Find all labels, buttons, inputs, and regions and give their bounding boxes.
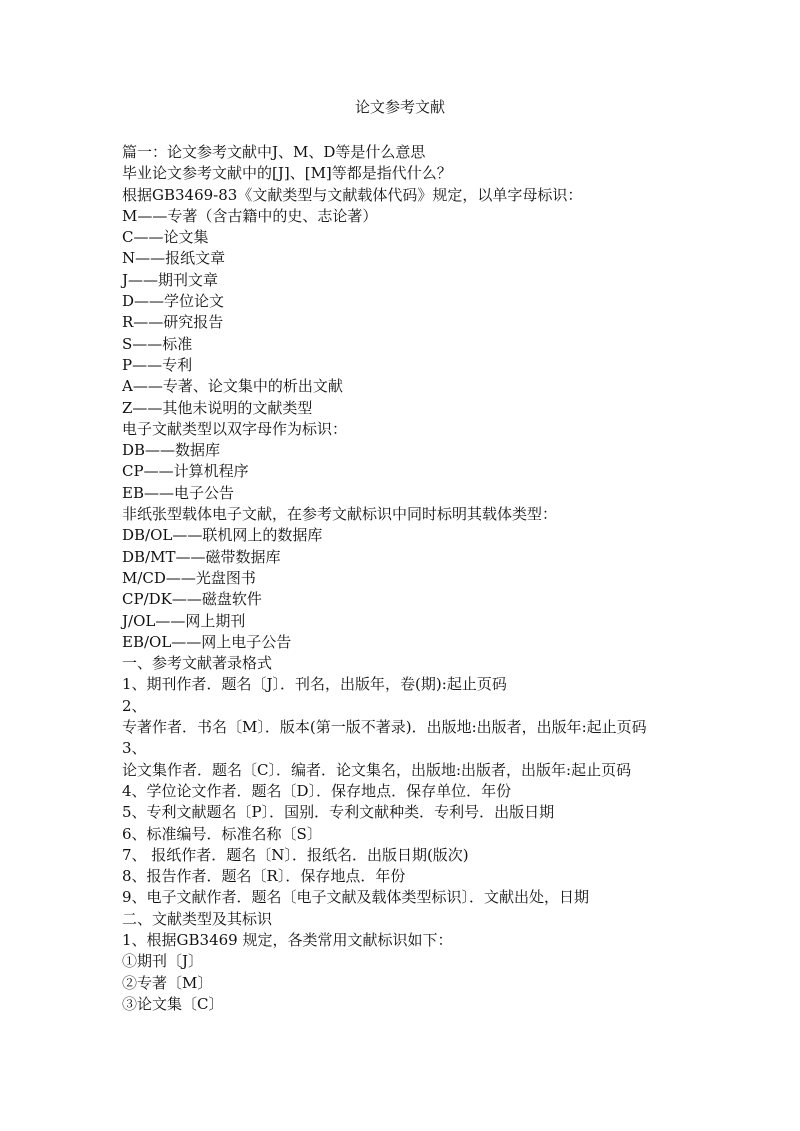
text-line: 2、 [122, 696, 147, 715]
text-line: J/OL——网上期刊 [122, 611, 246, 630]
text-line: EB/OL——网上电子公告 [122, 632, 292, 651]
text-line: S——标准 [122, 334, 193, 353]
text-line: 论文集作者．题名〔C〕．编者．论文集名，出版地:出版者，出版年:起止页码 [122, 760, 632, 779]
text-line: M/CD——光盘图书 [122, 568, 256, 587]
text-line: EB——电子公告 [122, 483, 234, 502]
document-title: 论文参考文献 [354, 98, 445, 116]
text-line: 一、参考文献著录格式 [122, 654, 273, 673]
text-line: 电子文献类型以双字母作为标识： [122, 419, 348, 438]
text-line: DB/MT——磁带数据库 [122, 547, 281, 566]
text-line: 非纸张型载体电子文献，在参考文献标识中同时标明其载体类型： [122, 505, 558, 524]
text-line: 根据GB3469-83《文献类型与文献载体代码》规定，以单字母标识： [122, 185, 583, 204]
text-line: CP/DK——磁盘软件 [122, 590, 262, 609]
text-line: 二、文献类型及其标识 [122, 909, 273, 928]
text-line: DB——数据库 [122, 441, 221, 460]
text-line: 4、学位论文作者．题名〔D〕．保存地点．保存单位．年份 [122, 781, 512, 800]
text-line: CP——计算机程序 [122, 462, 249, 481]
text-line: 1、期刊作者．题名〔J〕．刊名，出版年，卷(期):起止页码 [122, 675, 507, 694]
text-line: ③论文集〔C〕 [122, 994, 224, 1013]
text-line: A——专著、论文集中的析出文献 [122, 377, 343, 396]
text-line: 专著作者．书名〔M〕．版本(第一版不著录)．出版地:出版者，出版年:起止页码 [122, 718, 647, 737]
text-line: R——研究报告 [122, 313, 224, 332]
text-line: D——学位论文 [122, 292, 225, 311]
text-line: DB/OL——联机网上的数据库 [122, 526, 323, 545]
text-line: P——专利 [122, 355, 193, 374]
text-line: 9、电子文献作者．题名〔电子文献及载体类型标识〕．文献出处，日期 [122, 888, 590, 907]
text-line: 篇一：论文参考文献中J、M、D等是什么意思 [122, 143, 426, 161]
text-line: 5、专利文献题名〔P〕．国别．专利文献种类．专利号．出版日期 [122, 803, 555, 822]
text-line: Z——其他未说明的文献类型 [122, 398, 313, 417]
text-line: ①期刊〔J〕 [122, 952, 204, 971]
text-line: J——期刊文章 [122, 270, 219, 289]
text-line: 3、 [122, 739, 147, 758]
text-line: 7、 报纸作者．题名〔N〕．报纸名．出版日期(版次) [122, 845, 469, 864]
text-line: ②专著〔M〕 [122, 973, 213, 992]
text-line: C——论文集 [122, 228, 209, 247]
text-line: M——专著（含古籍中的史、志论著） [122, 206, 378, 225]
document-body [122, 142, 682, 1015]
text-line: 毕业论文参考文献中的[J]、[M]等都是指代什么？ [122, 164, 452, 183]
text-line: N——报纸文章 [122, 249, 226, 268]
text-line: 8、报告作者．题名〔R〕．保存地点．年份 [122, 867, 406, 886]
text-line: 1、根据GB3469 规定，各类常用文献标识如下： [122, 930, 453, 949]
text-line: 6、标准编号．标准名称〔S〕 [122, 824, 322, 843]
